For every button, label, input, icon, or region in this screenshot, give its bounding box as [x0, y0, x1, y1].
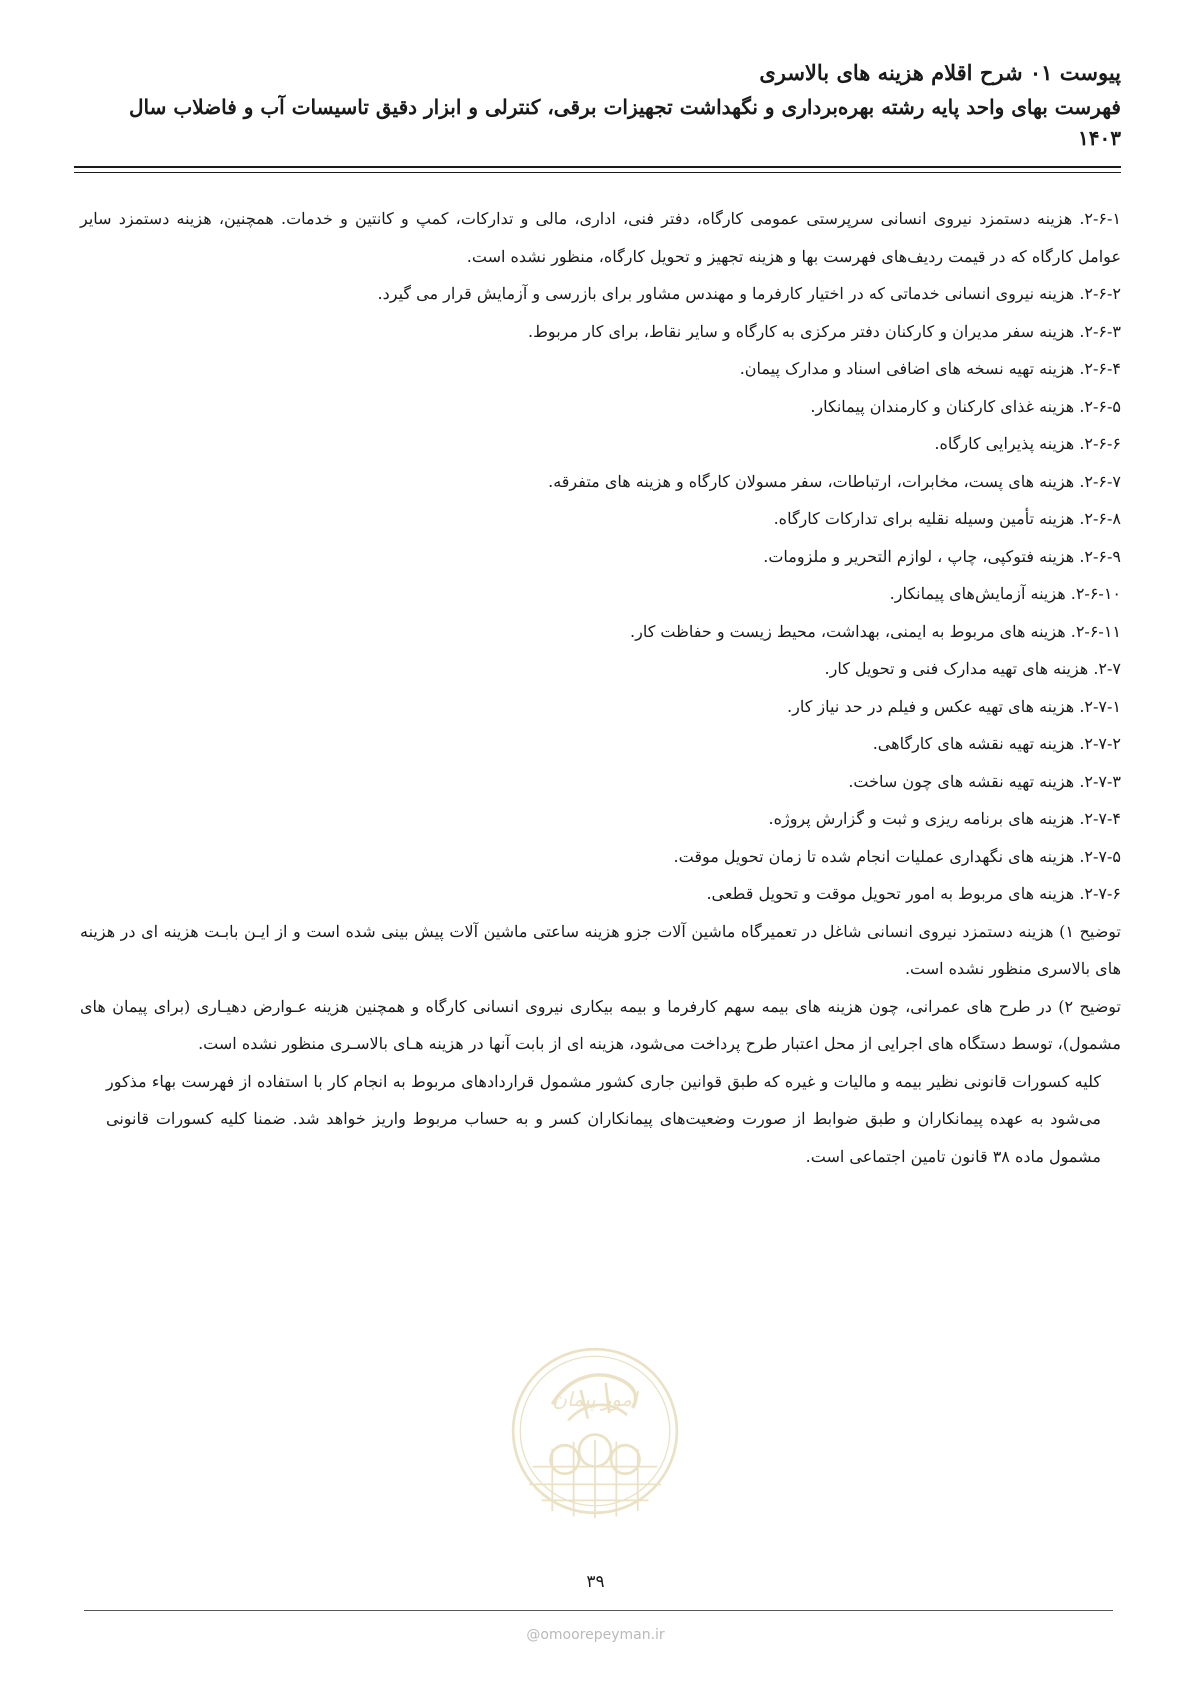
list-item: ۲-۷-۳. هزینه تهیه نقشه های چون ساخت.	[848, 771, 1121, 791]
list-item: ۲-۶-۲. هزینه نیروی انسانی خدماتی که در اختیار کارفرما و مهندس مشاور برای بازرسی و آزمایش قرار می گیرد.	[377, 284, 1121, 303]
omoorepeyman-logo-icon	[506, 1342, 684, 1520]
footer-rule	[84, 1610, 1113, 1611]
list-item: ۲-۶-۶. هزینه پذیرایی کارگاه.	[934, 434, 1121, 453]
legal-deductions-paragraph: کلیه کسورات قانونی نظیر بیمه و مالیات و غیره که طبق قوانین جاری کشور مشمول قراردادهای مربوط به انجام کار با استفاده از فهرست بهاء مذکور می‌شود به عهده پیمانکاران و طبق ضوابط از صورت وضعیت‌های پیمانکاران کسر و به حساب مربوط واریز خواهد شد. ضمنا کلیه کسورات قانونی مشمول ماده ۳۸ قانون تامین اجتماعی است.	[106, 1071, 1101, 1166]
list-item: ۲-۷-۶. هزینه های مربوط به امور تحویل موقت و تحویل قطعی.	[706, 884, 1121, 903]
price-list-title: فهرست بهای واحد پایه رشته بهره‌برداری و نگهداشت تجهیزات برقی، کنترلی و ابزار دقیق تاسیسات آب و فاضلاب سال ۱۴۰۳	[129, 95, 1121, 150]
list-item: ۲-۷-۵. هزینه های نگهداری عملیات انجام شده تا زمان تحویل موقت.	[673, 846, 1121, 866]
paragraph-2-6-1: ۲-۶-۱. هزینه دستمزد نیروی انسانی سرپرستی عمومی کارگاه، دفتر فنی، اداری، مالی و تدارکات، کمپ و کانتین و خدمات. همچنین، هزینه دستمزد سایر عوامل کارگاه که در قیمت ردیف‌های فهرست بها و هزینه تجهیز و تحویل کارگاه، منظور نشده است.	[80, 209, 1121, 266]
note-2: توضیح ۲) در طرح های عمرانی، چون هزینه های بیمه سهم کارفرما و بیمه بیکاری نیروی انسانی کارگاه و همچنین هزینه عـوارض دهیـاری (برای پیمان های مشمول)، توسط دستگاه های اجرایی از محل اعتبار طرح پرداخت می‌شود، هزینه ای از بابت آنها در هزینه هـای بالاسـری منظور نشده است.	[80, 996, 1121, 1053]
document-body	[80, 200, 1121, 1175]
list-item: ۲-۷-۱. هزینه های تهیه عکس و فیلم در حد نیاز کار.	[787, 696, 1121, 716]
list-item: ۲-۶-۷. هزینه های پست، مخابرات، ارتباطات، سفر مسولان کارگاه و هزینه های متفرقه.	[548, 471, 1121, 491]
list-item: ۲-۶-۸. هزینه تأمین وسیله نقلیه برای تدارکات کارگاه.	[773, 509, 1121, 528]
list-item: ۲-۶-۹. هزینه فتوکپی، چاپ ، لوازم التحریر و ملزومات.	[763, 546, 1121, 566]
page-number: ۳۹	[586, 1572, 605, 1592]
list-item: ۲-۶-۳. هزینه سفر مدیران و کارکنان دفتر مرکزی به کارگاه و سایر نقاط، برای کار مربوط.	[528, 321, 1121, 341]
site-watermark: @omoorepeyman.ir	[526, 1627, 665, 1643]
list-item: ۲-۶-۱۱. هزینه های مربوط به ایمنی، بهداشت، محیط زیست و حفاظت کار.	[630, 621, 1121, 641]
header-double-rule	[74, 166, 1121, 173]
list-item: ۲-۷-۲. هزینه تهیه نقشه های کارگاهی.	[872, 734, 1121, 753]
watermark-text: امور پیمان	[552, 1388, 638, 1412]
list-item: ۲-۷-۴. هزینه های برنامه ریزی و ثبت و گزارش پروژه.	[768, 809, 1121, 828]
list-item: ۲-۶-۱۰. هزینه آزمایش‌های پیمانکار.	[889, 584, 1121, 603]
page-header	[80, 58, 1121, 154]
list-item: ۲-۶-۵. هزینه غذای کارکنان و کارمندان پیمانکار.	[810, 396, 1121, 416]
note-1: توضیح ۱) هزینه دستمزد نیروی انسانی شاغل در تعمیرگاه ماشین آلات جزو هزینه ساعتی ماشین آلات پیش بینی شده است و از ایـن بابـت هزینه ای در هزینه های بالاسری منظور نشده است.	[80, 921, 1122, 978]
appendix-title: پیوست ۰۱ شرح اقلام هزینه های بالاسری	[759, 60, 1121, 85]
list-item: ۲-۶-۴. هزینه تهیه نسخه های اضافی اسناد و مدارک پیمان.	[739, 359, 1121, 378]
list-item: ۲-۷. هزینه های تهیه مدارک فنی و تحویل کار.	[824, 659, 1121, 678]
